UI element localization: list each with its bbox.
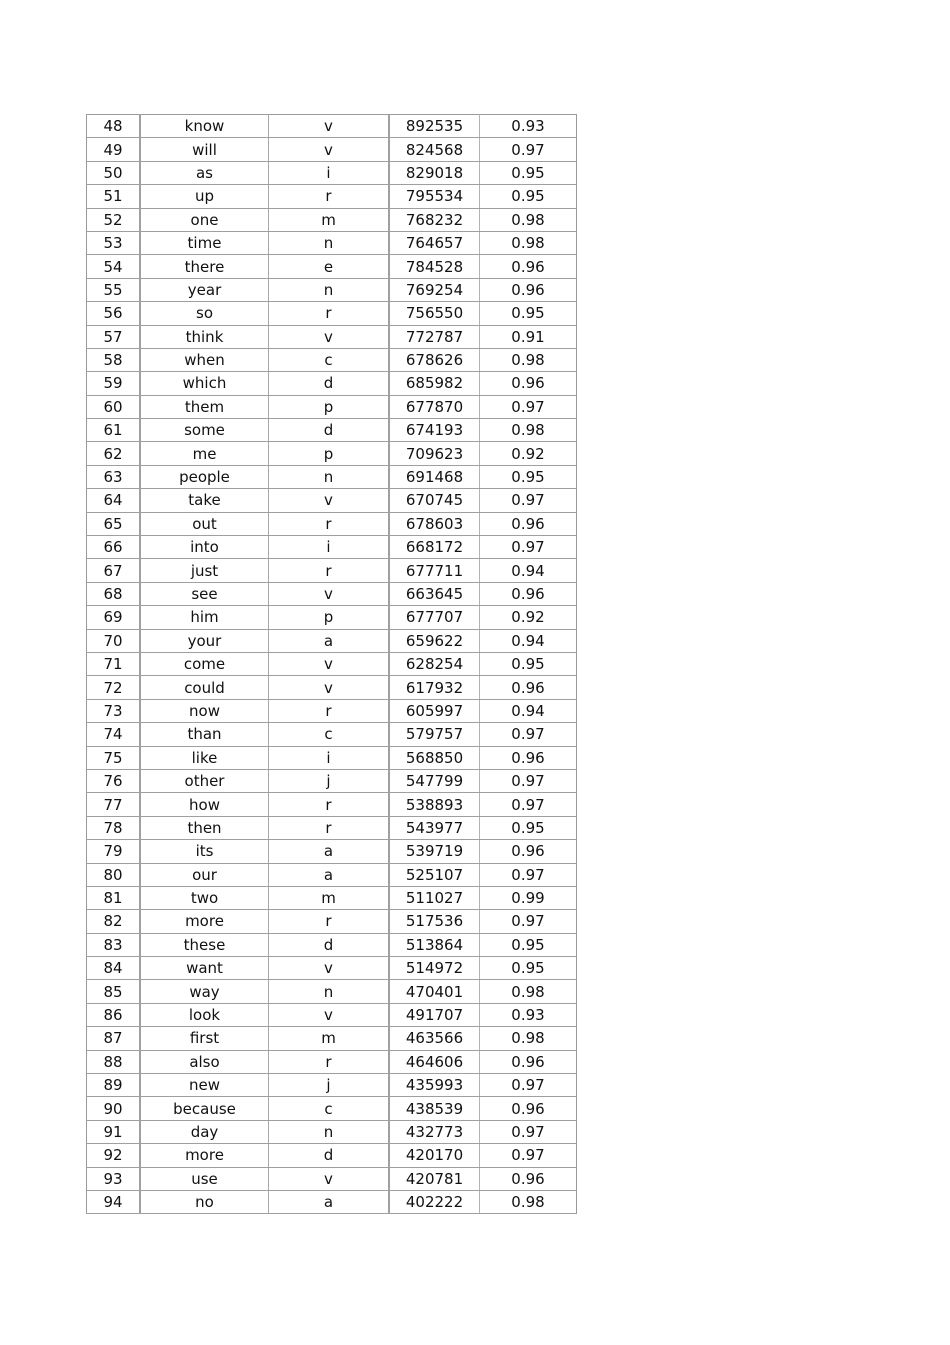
word-cell: there [140, 255, 269, 278]
dispersion-cell: 0.96 [480, 278, 577, 301]
part-of-speech-cell: v [269, 676, 390, 699]
part-of-speech-cell: r [269, 302, 390, 325]
dispersion-cell: 0.96 [480, 1167, 577, 1190]
part-of-speech-cell: c [269, 723, 390, 746]
rank-cell: 94 [87, 1190, 141, 1213]
rank-cell: 52 [87, 208, 141, 231]
rank-cell: 70 [87, 629, 141, 652]
frequency-cell: 659622 [389, 629, 480, 652]
rank-cell: 78 [87, 816, 141, 839]
part-of-speech-cell: v [269, 652, 390, 675]
table-row [87, 1074, 577, 1097]
rank-cell: 60 [87, 395, 141, 418]
part-of-speech-cell: v [269, 115, 390, 138]
dispersion-cell: 0.92 [480, 442, 577, 465]
frequency-cell: 435993 [389, 1074, 480, 1097]
part-of-speech-cell: j [269, 1074, 390, 1097]
word-cell: than [140, 723, 269, 746]
dispersion-cell: 0.97 [480, 536, 577, 559]
word-cell: first [140, 1027, 269, 1050]
frequency-cell: 579757 [389, 723, 480, 746]
frequency-cell: 538893 [389, 793, 480, 816]
rank-cell: 64 [87, 489, 141, 512]
dispersion-cell: 0.95 [480, 652, 577, 675]
table-row [87, 255, 577, 278]
frequency-cell: 709623 [389, 442, 480, 465]
dispersion-cell: 0.93 [480, 1003, 577, 1026]
frequency-cell: 470401 [389, 980, 480, 1003]
part-of-speech-cell: r [269, 910, 390, 933]
word-frequency-table-body [87, 115, 577, 1214]
word-cell: day [140, 1120, 269, 1143]
table-row [87, 138, 577, 161]
rank-cell: 53 [87, 231, 141, 254]
part-of-speech-cell: v [269, 489, 390, 512]
rank-cell: 82 [87, 910, 141, 933]
table-row [87, 278, 577, 301]
table-row [87, 465, 577, 488]
part-of-speech-cell: r [269, 1050, 390, 1073]
part-of-speech-cell: n [269, 980, 390, 1003]
rank-cell: 71 [87, 652, 141, 675]
table-row [87, 1120, 577, 1143]
table-row [87, 115, 577, 138]
table-row [87, 816, 577, 839]
part-of-speech-cell: v [269, 325, 390, 348]
table-row [87, 489, 577, 512]
table-row [87, 1027, 577, 1050]
frequency-cell: 678603 [389, 512, 480, 535]
table-row [87, 606, 577, 629]
part-of-speech-cell: d [269, 933, 390, 956]
frequency-cell: 420170 [389, 1144, 480, 1167]
word-cell: year [140, 278, 269, 301]
part-of-speech-cell: n [269, 465, 390, 488]
dispersion-cell: 0.95 [480, 302, 577, 325]
table-row [87, 372, 577, 395]
part-of-speech-cell: v [269, 138, 390, 161]
dispersion-cell: 0.96 [480, 512, 577, 535]
dispersion-cell: 0.96 [480, 1097, 577, 1120]
frequency-cell: 772787 [389, 325, 480, 348]
dispersion-cell: 0.97 [480, 138, 577, 161]
rank-cell: 77 [87, 793, 141, 816]
dispersion-cell: 0.96 [480, 372, 577, 395]
rank-cell: 89 [87, 1074, 141, 1097]
frequency-cell: 829018 [389, 161, 480, 184]
word-cell: other [140, 769, 269, 792]
word-cell: me [140, 442, 269, 465]
word-cell: when [140, 348, 269, 371]
dispersion-cell: 0.94 [480, 559, 577, 582]
word-cell: just [140, 559, 269, 582]
table-row [87, 325, 577, 348]
table-row [87, 840, 577, 863]
table-row [87, 793, 577, 816]
dispersion-cell: 0.97 [480, 769, 577, 792]
table-row [87, 933, 577, 956]
frequency-cell: 674193 [389, 419, 480, 442]
word-cell: like [140, 746, 269, 769]
table-row [87, 957, 577, 980]
rank-cell: 93 [87, 1167, 141, 1190]
rank-cell: 69 [87, 606, 141, 629]
rank-cell: 85 [87, 980, 141, 1003]
word-cell: two [140, 886, 269, 909]
frequency-cell: 768232 [389, 208, 480, 231]
part-of-speech-cell: d [269, 372, 390, 395]
dispersion-cell: 0.97 [480, 1074, 577, 1097]
word-cell: know [140, 115, 269, 138]
word-cell: could [140, 676, 269, 699]
word-cell: also [140, 1050, 269, 1073]
dispersion-cell: 0.96 [480, 676, 577, 699]
word-cell: no [140, 1190, 269, 1213]
word-cell: our [140, 863, 269, 886]
table-row [87, 863, 577, 886]
frequency-cell: 795534 [389, 185, 480, 208]
rank-cell: 57 [87, 325, 141, 348]
frequency-cell: 769254 [389, 278, 480, 301]
part-of-speech-cell: r [269, 816, 390, 839]
rank-cell: 51 [87, 185, 141, 208]
rank-cell: 84 [87, 957, 141, 980]
word-cell: which [140, 372, 269, 395]
dispersion-cell: 0.97 [480, 723, 577, 746]
frequency-cell: 824568 [389, 138, 480, 161]
rank-cell: 72 [87, 676, 141, 699]
rank-cell: 88 [87, 1050, 141, 1073]
word-cell: so [140, 302, 269, 325]
rank-cell: 90 [87, 1097, 141, 1120]
word-cell: want [140, 957, 269, 980]
table-row [87, 886, 577, 909]
table-row [87, 161, 577, 184]
rank-cell: 65 [87, 512, 141, 535]
frequency-cell: 511027 [389, 886, 480, 909]
part-of-speech-cell: m [269, 1027, 390, 1050]
word-cell: will [140, 138, 269, 161]
word-cell: more [140, 910, 269, 933]
word-cell: use [140, 1167, 269, 1190]
frequency-cell: 668172 [389, 536, 480, 559]
dispersion-cell: 0.96 [480, 1050, 577, 1073]
word-cell: new [140, 1074, 269, 1097]
word-cell: how [140, 793, 269, 816]
dispersion-cell: 0.95 [480, 816, 577, 839]
rank-cell: 68 [87, 582, 141, 605]
table-row [87, 302, 577, 325]
table-row [87, 1167, 577, 1190]
table-row [87, 1190, 577, 1213]
part-of-speech-cell: v [269, 957, 390, 980]
part-of-speech-cell: r [269, 512, 390, 535]
word-cell: into [140, 536, 269, 559]
frequency-cell: 491707 [389, 1003, 480, 1026]
part-of-speech-cell: v [269, 1167, 390, 1190]
word-cell: see [140, 582, 269, 605]
table-row [87, 629, 577, 652]
table-row [87, 746, 577, 769]
rank-cell: 79 [87, 840, 141, 863]
frequency-cell: 605997 [389, 699, 480, 722]
rank-cell: 87 [87, 1027, 141, 1050]
part-of-speech-cell: n [269, 231, 390, 254]
word-cell: as [140, 161, 269, 184]
word-cell: these [140, 933, 269, 956]
word-cell: time [140, 231, 269, 254]
frequency-cell: 432773 [389, 1120, 480, 1143]
rank-cell: 66 [87, 536, 141, 559]
frequency-cell: 513864 [389, 933, 480, 956]
dispersion-cell: 0.98 [480, 980, 577, 1003]
word-cell: your [140, 629, 269, 652]
word-cell: way [140, 980, 269, 1003]
part-of-speech-cell: a [269, 840, 390, 863]
dispersion-cell: 0.97 [480, 489, 577, 512]
dispersion-cell: 0.97 [480, 910, 577, 933]
frequency-cell: 420781 [389, 1167, 480, 1190]
part-of-speech-cell: p [269, 395, 390, 418]
frequency-cell: 677870 [389, 395, 480, 418]
part-of-speech-cell: m [269, 208, 390, 231]
rank-cell: 91 [87, 1120, 141, 1143]
word-cell: come [140, 652, 269, 675]
part-of-speech-cell: v [269, 1003, 390, 1026]
part-of-speech-cell: j [269, 769, 390, 792]
part-of-speech-cell: m [269, 886, 390, 909]
table-row [87, 208, 577, 231]
rank-cell: 81 [87, 886, 141, 909]
table-row [87, 910, 577, 933]
rank-cell: 50 [87, 161, 141, 184]
rank-cell: 56 [87, 302, 141, 325]
part-of-speech-cell: r [269, 559, 390, 582]
word-cell: think [140, 325, 269, 348]
rank-cell: 62 [87, 442, 141, 465]
dispersion-cell: 0.98 [480, 1027, 577, 1050]
dispersion-cell: 0.96 [480, 255, 577, 278]
part-of-speech-cell: e [269, 255, 390, 278]
table-row [87, 676, 577, 699]
word-cell: up [140, 185, 269, 208]
table-row [87, 1144, 577, 1167]
dispersion-cell: 0.98 [480, 348, 577, 371]
part-of-speech-cell: a [269, 863, 390, 886]
rank-cell: 80 [87, 863, 141, 886]
table-row [87, 348, 577, 371]
rank-cell: 59 [87, 372, 141, 395]
frequency-cell: 628254 [389, 652, 480, 675]
dispersion-cell: 0.98 [480, 231, 577, 254]
word-cell: now [140, 699, 269, 722]
table-row [87, 980, 577, 1003]
word-cell: him [140, 606, 269, 629]
dispersion-cell: 0.97 [480, 1120, 577, 1143]
frequency-cell: 402222 [389, 1190, 480, 1213]
frequency-cell: 678626 [389, 348, 480, 371]
rank-cell: 63 [87, 465, 141, 488]
rank-cell: 86 [87, 1003, 141, 1026]
word-cell: some [140, 419, 269, 442]
dispersion-cell: 0.97 [480, 395, 577, 418]
table-row [87, 559, 577, 582]
table-row [87, 536, 577, 559]
part-of-speech-cell: r [269, 185, 390, 208]
frequency-cell: 525107 [389, 863, 480, 886]
table-row [87, 699, 577, 722]
frequency-cell: 617932 [389, 676, 480, 699]
dispersion-cell: 0.95 [480, 933, 577, 956]
part-of-speech-cell: i [269, 161, 390, 184]
dispersion-cell: 0.94 [480, 629, 577, 652]
frequency-cell: 756550 [389, 302, 480, 325]
table-row [87, 185, 577, 208]
dispersion-cell: 0.99 [480, 886, 577, 909]
rank-cell: 48 [87, 115, 141, 138]
table-row [87, 1097, 577, 1120]
table-row [87, 442, 577, 465]
frequency-cell: 543977 [389, 816, 480, 839]
word-cell: more [140, 1144, 269, 1167]
rank-cell: 75 [87, 746, 141, 769]
dispersion-cell: 0.91 [480, 325, 577, 348]
rank-cell: 74 [87, 723, 141, 746]
frequency-cell: 685982 [389, 372, 480, 395]
word-cell: its [140, 840, 269, 863]
word-cell: look [140, 1003, 269, 1026]
dispersion-cell: 0.95 [480, 957, 577, 980]
dispersion-cell: 0.97 [480, 863, 577, 886]
rank-cell: 58 [87, 348, 141, 371]
rank-cell: 73 [87, 699, 141, 722]
part-of-speech-cell: n [269, 278, 390, 301]
dispersion-cell: 0.96 [480, 746, 577, 769]
frequency-cell: 663645 [389, 582, 480, 605]
part-of-speech-cell: p [269, 442, 390, 465]
word-cell: because [140, 1097, 269, 1120]
table-row [87, 652, 577, 675]
part-of-speech-cell: n [269, 1120, 390, 1143]
part-of-speech-cell: i [269, 746, 390, 769]
dispersion-cell: 0.98 [480, 419, 577, 442]
rank-cell: 54 [87, 255, 141, 278]
table-row [87, 769, 577, 792]
word-cell: take [140, 489, 269, 512]
dispersion-cell: 0.95 [480, 161, 577, 184]
dispersion-cell: 0.97 [480, 1144, 577, 1167]
rank-cell: 67 [87, 559, 141, 582]
frequency-cell: 568850 [389, 746, 480, 769]
frequency-cell: 539719 [389, 840, 480, 863]
frequency-cell: 677707 [389, 606, 480, 629]
dispersion-cell: 0.97 [480, 793, 577, 816]
part-of-speech-cell: c [269, 348, 390, 371]
frequency-cell: 670745 [389, 489, 480, 512]
rank-cell: 49 [87, 138, 141, 161]
part-of-speech-cell: a [269, 1190, 390, 1213]
word-frequency-table [86, 114, 577, 1214]
part-of-speech-cell: i [269, 536, 390, 559]
table-row [87, 231, 577, 254]
dispersion-cell: 0.98 [480, 208, 577, 231]
dispersion-cell: 0.98 [480, 1190, 577, 1213]
part-of-speech-cell: v [269, 582, 390, 605]
table-row [87, 1003, 577, 1026]
word-cell: then [140, 816, 269, 839]
word-cell: out [140, 512, 269, 535]
dispersion-cell: 0.92 [480, 606, 577, 629]
frequency-cell: 547799 [389, 769, 480, 792]
frequency-cell: 691468 [389, 465, 480, 488]
rank-cell: 55 [87, 278, 141, 301]
part-of-speech-cell: r [269, 793, 390, 816]
frequency-cell: 764657 [389, 231, 480, 254]
part-of-speech-cell: a [269, 629, 390, 652]
word-cell: people [140, 465, 269, 488]
frequency-cell: 784528 [389, 255, 480, 278]
dispersion-cell: 0.96 [480, 840, 577, 863]
table-row [87, 1050, 577, 1073]
dispersion-cell: 0.94 [480, 699, 577, 722]
dispersion-cell: 0.95 [480, 185, 577, 208]
part-of-speech-cell: d [269, 419, 390, 442]
part-of-speech-cell: p [269, 606, 390, 629]
dispersion-cell: 0.95 [480, 465, 577, 488]
frequency-cell: 464606 [389, 1050, 480, 1073]
frequency-cell: 438539 [389, 1097, 480, 1120]
rank-cell: 76 [87, 769, 141, 792]
table-row [87, 419, 577, 442]
part-of-speech-cell: c [269, 1097, 390, 1120]
table-row [87, 512, 577, 535]
word-cell: one [140, 208, 269, 231]
frequency-cell: 892535 [389, 115, 480, 138]
table-row [87, 395, 577, 418]
rank-cell: 61 [87, 419, 141, 442]
frequency-cell: 677711 [389, 559, 480, 582]
frequency-cell: 514972 [389, 957, 480, 980]
part-of-speech-cell: d [269, 1144, 390, 1167]
rank-cell: 92 [87, 1144, 141, 1167]
part-of-speech-cell: r [269, 699, 390, 722]
frequency-cell: 463566 [389, 1027, 480, 1050]
word-cell: them [140, 395, 269, 418]
frequency-cell: 517536 [389, 910, 480, 933]
rank-cell: 83 [87, 933, 141, 956]
dispersion-cell: 0.93 [480, 115, 577, 138]
table-row [87, 723, 577, 746]
dispersion-cell: 0.96 [480, 582, 577, 605]
table-row [87, 582, 577, 605]
